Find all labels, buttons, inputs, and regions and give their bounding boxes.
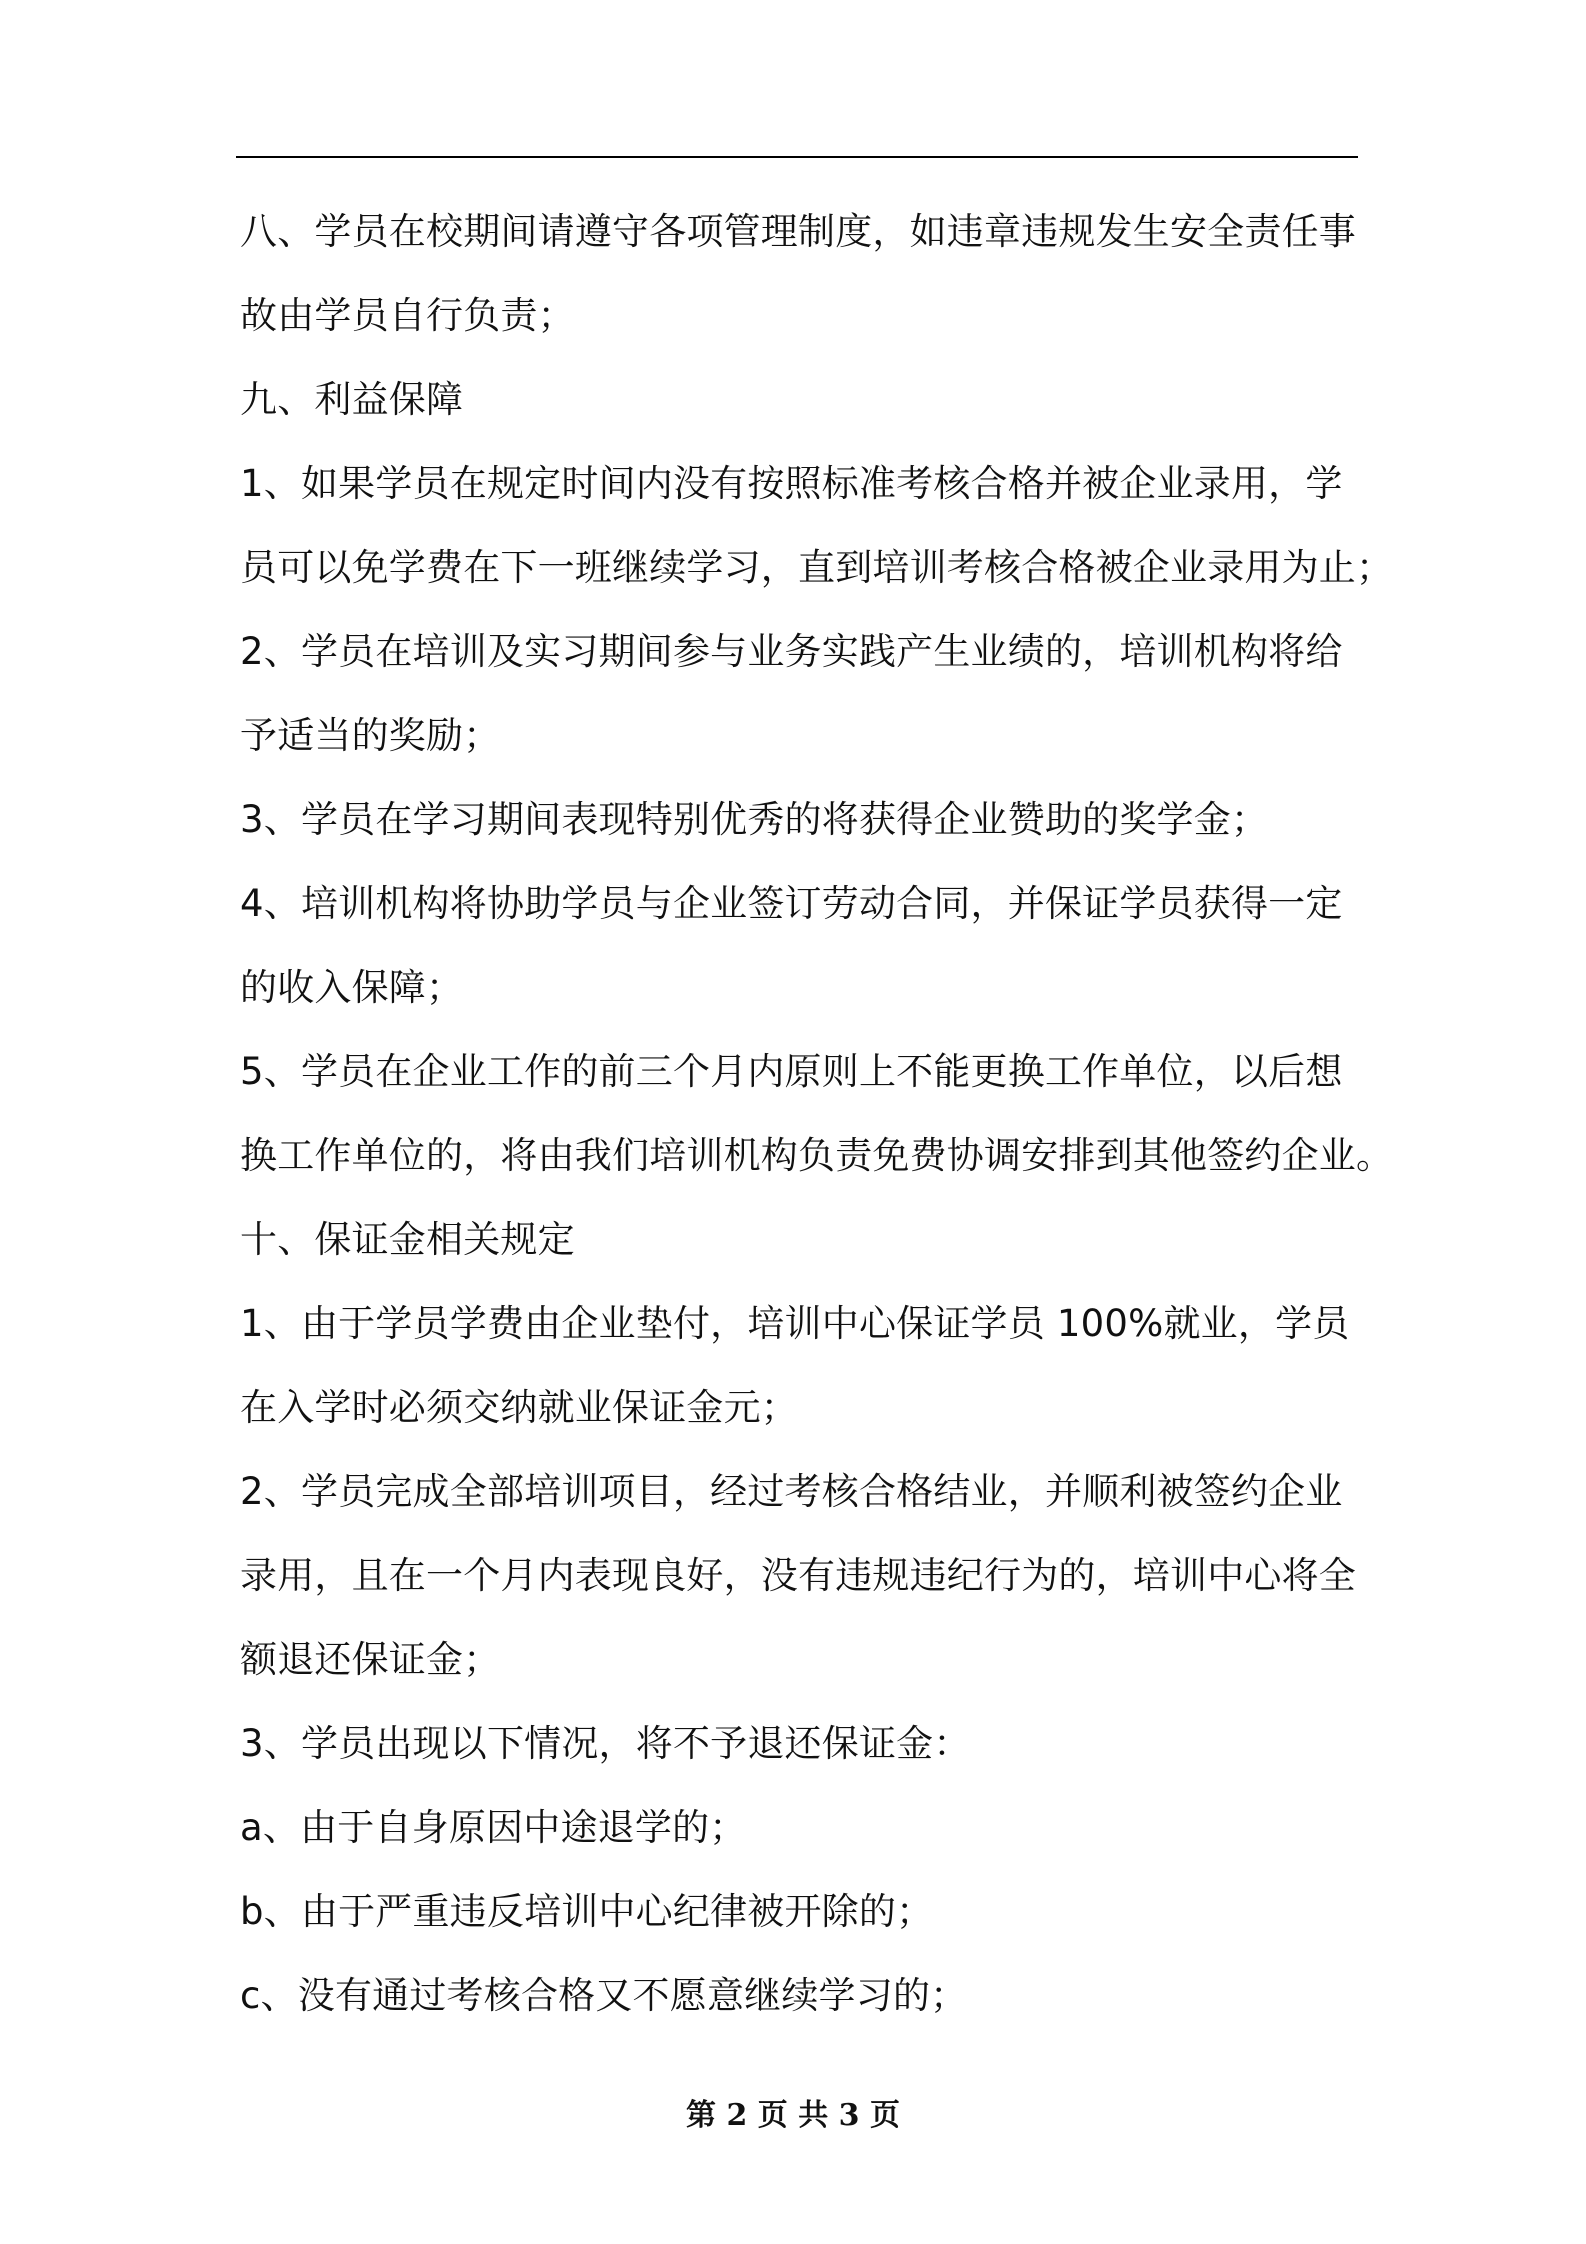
text-line: 额退还保证金； [240,1638,501,1681]
document-body [240,190,1394,2038]
text-line: 员可以免学费在下一班继续学习，直到培训考核合格被企业录用为止； [240,546,1394,589]
section-heading: 十、保证金相关规定 [240,1218,575,1261]
list-item: b、由于严重违反培训中心纪律被开除的； [240,1890,934,1933]
text-line: 2、学员完成全部培训项目，经过考核合格结业，并顺利被签约企业 [240,1470,1343,1513]
text-line: 予适当的奖励； [240,714,501,757]
text-line: 在入学时必须交纳就业保证金元； [240,1386,798,1429]
text-line: 5、学员在企业工作的前三个月内原则上不能更换工作单位，以后想 [240,1050,1343,1093]
list-item: c、没有通过考核合格又不愿意继续学习的； [240,1974,968,2017]
text-line: 故由学员自行负责； [240,294,575,337]
header-rule [236,156,1358,158]
list-item: a、由于自身原因中途退学的； [240,1806,747,1849]
text-line: 1、由于学员学费由企业垫付，培训中心保证学员 100%就业，学员 [240,1302,1350,1345]
text-line: 3、学员出现以下情况，将不予退还保证金： [240,1722,971,1765]
text-line: 3、学员在学习期间表现特别优秀的将获得企业赞助的奖学金； [240,798,1269,841]
text-line: 4、培训机构将协助学员与企业签订劳动合同，并保证学员获得一定 [240,882,1343,925]
text-line: 2、学员在培训及实习期间参与业务实践产生业绩的，培训机构将给 [240,630,1343,673]
text-line: 换工作单位的，将由我们培训机构负责免费协调安排到其他签约企业。 [240,1134,1394,1177]
text-line: 录用，且在一个月内表现良好，没有违规违纪行为的，培训中心将全 [240,1554,1356,1597]
section-heading: 九、利益保障 [240,378,464,421]
page-number-footer: 第 2 页 共 3 页 [686,2098,900,2133]
text-line: 的收入保障； [240,966,464,1009]
text-line: 1、如果学员在规定时间内没有按照标准考核合格并被企业录用，学 [240,462,1343,505]
text-line: 八、学员在校期间请遵守各项管理制度，如违章违规发生安全责任事 [240,210,1356,253]
